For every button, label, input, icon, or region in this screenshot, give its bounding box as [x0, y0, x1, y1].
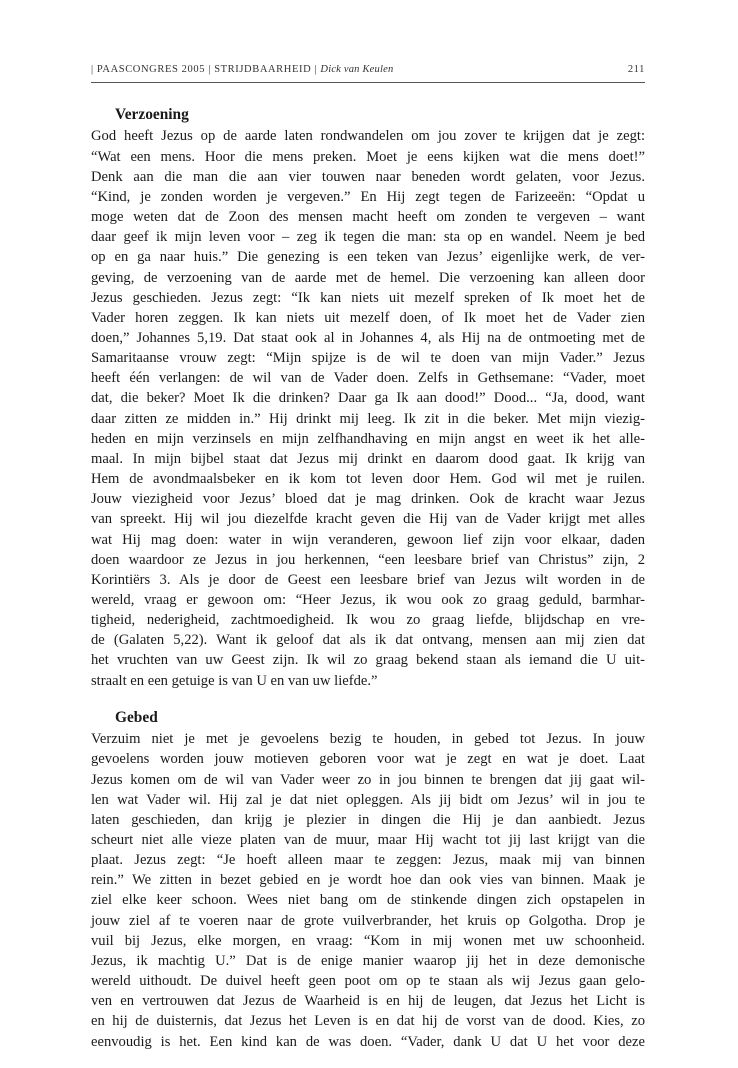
section-heading: Gebed	[115, 708, 158, 726]
text-line: Vader horen zeggen. Ik kan niets uit mezelf doen, of Ik moet het de Vader zien	[91, 309, 645, 326]
text-line: moge weten dat de Zoon des mensen macht heeft om zonden te vergeven – want	[91, 209, 645, 226]
text-line: Samaritaanse vrouw zegt: “Mijn spijze is de wil te doen van mijn Vader.” Jezus	[91, 350, 645, 367]
text-line: len wat Vader wil. Hij zal je dat niet opleggen. Als jij bidt om Jezus’ wil in jou te	[91, 791, 645, 808]
text-line: tigheid, nederigheid, zachtmoedigheid. Ik wou zo graag liefde, blijdschap en vre-	[91, 612, 645, 629]
text-line: straalt en een getuige is van U en van uw liefde.”	[91, 672, 378, 689]
text-line: Korintiërs 3. Als je door de Geest een leesbare brief van Jezus wilt worden in de	[91, 571, 645, 588]
text-line: de (Galaten 5,22). Want ik geloof dat als ik dat ontvang, mensen aan mij zien dat	[91, 632, 645, 649]
text-line: ziel elke keer schoon. Wees niet bang om de stinkende dingen zich opstapelen in	[91, 892, 645, 909]
section-gebed	[91, 707, 645, 1052]
text-line: Jezus komen om de wil van Vader weer zo in jou binnen te brengen dat jij gaat wil-	[91, 771, 645, 788]
header-rule	[91, 82, 645, 83]
text-line: wereld uithoudt. De duivel heeft geen poot om op te staan als wij Jezus gaan gelo-	[91, 973, 645, 990]
text-line: Hem de avondmaalsbeker en ik kom tot leven door Hem. God wil met je ruilen.	[91, 471, 645, 488]
page-number: 211	[627, 64, 645, 75]
text-line: laten geschieden, dan krijg je plezier in dingen die Hij je dan aanbiedt. Jezus	[91, 811, 645, 828]
text-line: scheurt niet alle vieze platen van de muur, maar Hij wacht tot jij last krijgt van die	[91, 831, 645, 848]
header-left	[91, 64, 393, 75]
section-body	[91, 729, 645, 1052]
section-body	[91, 126, 645, 690]
text-line: plaat. Jezus zegt: “Je hoeft alleen maar te zeggen: Jezus, maak mij van binnen	[91, 852, 645, 869]
header-author: Dick van Keulen	[320, 64, 394, 75]
text-line: heeft één verlangen: de wil van de Vader doen. Zelfs in Gethsemane: “Vader, moet	[91, 370, 645, 387]
text-line: jouw ziel af te voeren naar de grote vuilverbrander, het kruis op Golgotha. Drop je	[91, 912, 645, 929]
section-heading: Verzoening	[115, 106, 189, 123]
text-line: rein.” We zitten in bezet gebied en je wordt hoe dan ook vies van binnen. Maak je	[91, 872, 645, 889]
text-line: “Wat een mens. Hoor die mens preken. Moet je eens kijken wat die mens doet!”	[91, 148, 645, 165]
text-line: Jouw viezigheid voor Jezus’ bloed dat je mag drinken. Ook de kracht waar Jezus	[91, 491, 645, 508]
text-line: eenvoudig is het. Een kind kan de was doen. “Vader, dank U dat U het voor deze	[91, 1033, 645, 1050]
header-series: | PAASCONGRES 2005 | STRIJDBAARHEID |	[91, 64, 321, 75]
text-line: ven en vertrouwen dat Jezus de Waarheid is en hij de leugen, dat Jezus het Licht is	[91, 993, 645, 1010]
running-header	[91, 64, 645, 75]
text-line: doen waardoor ze Jezus in jou herkennen, “een leesbare brief van Christus” zijn, 2	[91, 551, 645, 568]
text-line: doen,” Johannes 5,19. Dat staat ook al in Johannes 4, als Hij na de ontmoeting met de	[91, 329, 645, 346]
text-line: wereld, vraag er gewoon om: “Heer Jezus, ik wou ook zo graag geduld, barmhar-	[91, 592, 645, 608]
text-line: heden en mijn verzinsels en mijn zelfhandhaving en mijn angst en weet ik het alle-	[91, 430, 645, 447]
main-content	[91, 104, 645, 1052]
text-line: gevoelens worden jouw motieven geboren voor wat je zegt en wat je doet. Laat	[91, 751, 645, 768]
text-line: dat, die beker? Moet Ik die drinken? Daar ga Ik aan dood!” Dood... “Ja, dood, want	[91, 390, 645, 407]
text-line: maal. In mijn bijbel staat dat Jezus mij drinkt en daarom dood gaat. Ik krijg van	[91, 450, 645, 467]
text-line: “Kind, je zonden worden je vergeven.” En Hij zegt tegen de Farizeeën: “Opdat u	[91, 188, 645, 205]
text-line: geving, de verzoening van de aarde met de hemel. Die verzoening kan alleen door	[91, 269, 645, 286]
text-line: vuil bij Jezus, elke morgen, en vraag: “Kom in mij wonen met uw schoonheid.	[91, 932, 645, 949]
text-line: God heeft Jezus op de aarde laten rondwandelen om jou zover te krijgen dat je zegt:	[91, 128, 645, 145]
text-line: daar zitten ze midden in.” Hij drinkt mij leeg. Ik zit in die beker. Met mijn viezig-	[91, 410, 645, 427]
text-line: daar geef ik mijn leven voor – zeg ik tegen die man: sta op en wandel. Neem je bed	[91, 229, 645, 246]
text-line: het vruchten van uw Geest zijn. Ik wil zo graag bekend staan als iemand die U uit-	[91, 652, 645, 669]
text-line: wat Hij mag doen: water in wijn veranderen, gewoon lief zijn voor elkaar, daden	[91, 531, 645, 548]
text-line: van spreekt. Hij wil jou diezelfde kracht geven die Hij van de Vader krijgt met alles	[91, 511, 645, 528]
section-verzoening	[91, 104, 645, 691]
text-line: Verzuim niet je met je gevoelens bezig te houden, in gebed tot Jezus. In jouw	[91, 731, 645, 748]
text-line: Jezus, ik machtig U.” Dat is de enige manier waarop jij het in deze demonische	[91, 952, 645, 969]
text-line: Jezus geschieden. Jezus zegt: “Ik kan niets uit mezelf spreken of Ik moet het de	[91, 289, 645, 306]
text-line: Denk aan die man die aan vier touwen naar beneden wordt gelaten, voor Jezus.	[91, 168, 645, 185]
text-line: en hij de duisternis, dat Jezus het Leven is en dat hij de vorst van de dood. Kies, zo	[91, 1013, 645, 1030]
text-line: op en ga naar huis.” Die genezing is een teken van Jezus’ eigenlijke werk, de ver-	[91, 249, 645, 266]
